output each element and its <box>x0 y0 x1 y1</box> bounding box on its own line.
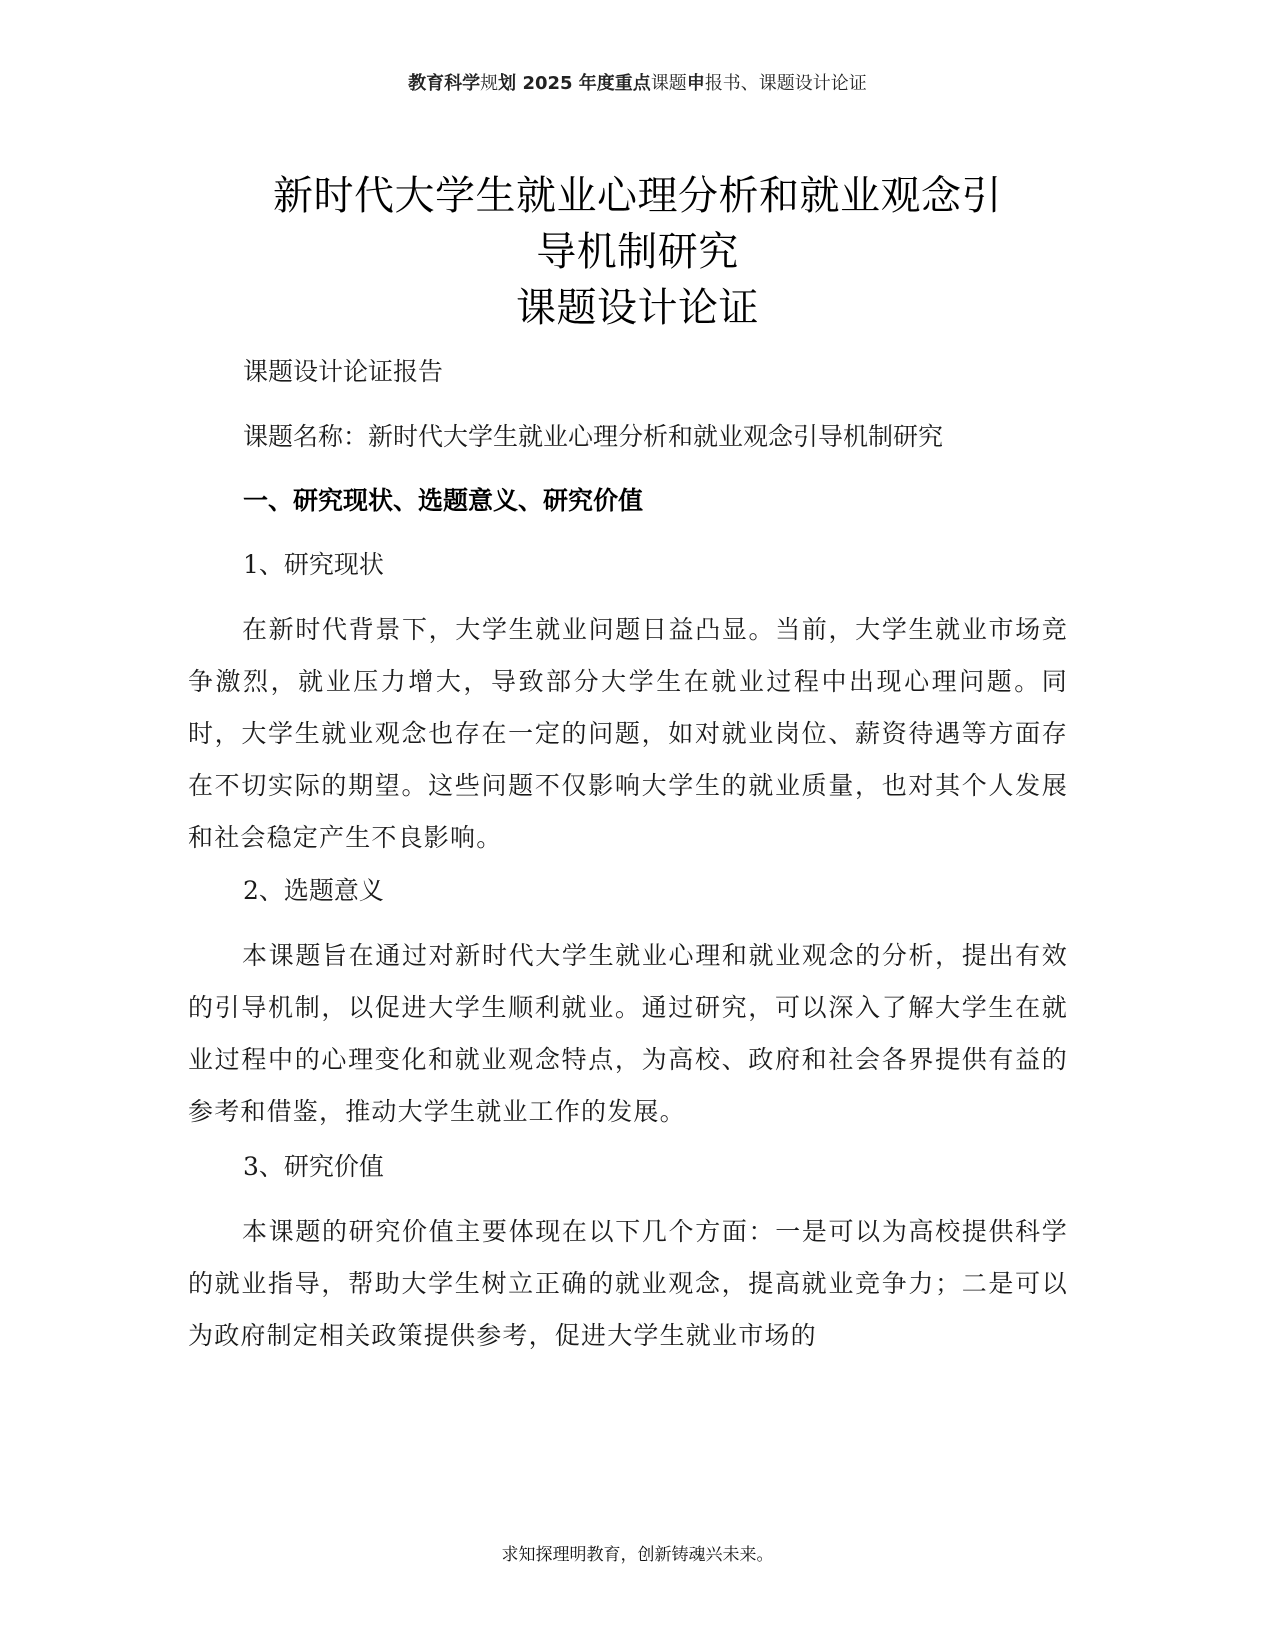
paragraph-topic-significance: 本课题旨在通过对新时代大学生就业心理和就业观念的分析，提出有效的引导机制，以促进大学生顺利就业。通过研究，可以深入了解大学生在就业过程中的心理变化和就业观念特点，为高校、政府和社会各界提供有益的参考和借鉴，推动大学生就业工作的发展。 <box>188 941 1068 1126</box>
title-line-3: 课题设计论证 <box>516 285 759 331</box>
subsection-heading-topic-significance: 2、选题意义 <box>243 876 384 905</box>
document-title <box>200 168 1075 336</box>
subsection-heading-research-status: 1、研究现状 <box>243 550 384 579</box>
header-text-part: 规 <box>480 73 499 94</box>
subsection-heading-research-value: 3、研究价值 <box>243 1152 384 1181</box>
header-text-part: 申 <box>686 73 705 94</box>
title-line-2: 导机制研究 <box>536 229 739 275</box>
header-text-part: 课题 <box>650 73 687 94</box>
paragraph-research-status: 在新时代背景下，大学生就业问题日益凸显。当前，大学生就业市场竞争激烈，就业压力增大，导致部分大学生在就业过程中出现心理问题。同时，大学生就业观念也存在一定的问题，如对就业岗位、薪资待遇等方面存在不切实际的期望。这些问题不仅影响大学生的就业质量，也对其个人发展和社会稳定产生不良影响。 <box>188 615 1068 852</box>
header-text-part: 划 2025 年度重点 <box>498 73 651 94</box>
page-header <box>0 72 1275 96</box>
header-text-part: 教育科学 <box>408 73 481 94</box>
page-footer: 求知探理明教育，创新铸魂兴未来。 <box>501 1545 774 1565</box>
header-text-part: 报书、课题设计论证 <box>704 73 867 94</box>
topic-name: 课题名称：新时代大学生就业心理分析和就业观念引导机制研究 <box>243 422 944 451</box>
report-label: 课题设计论证报告 <box>243 357 444 386</box>
section-heading-1: 一、研究现状、选题意义、研究价值 <box>243 486 644 515</box>
title-line-1: 新时代大学生就业心理分析和就业观念引 <box>273 173 1002 219</box>
paragraph-research-value: 本课题的研究价值主要体现在以下几个方面：一是可以为高校提供科学的就业指导，帮助大学生树立正确的就业观念，提高就业竞争力；二是可以为政府制定相关政策提供参考，促进大学生就业市场的 <box>188 1217 1068 1350</box>
